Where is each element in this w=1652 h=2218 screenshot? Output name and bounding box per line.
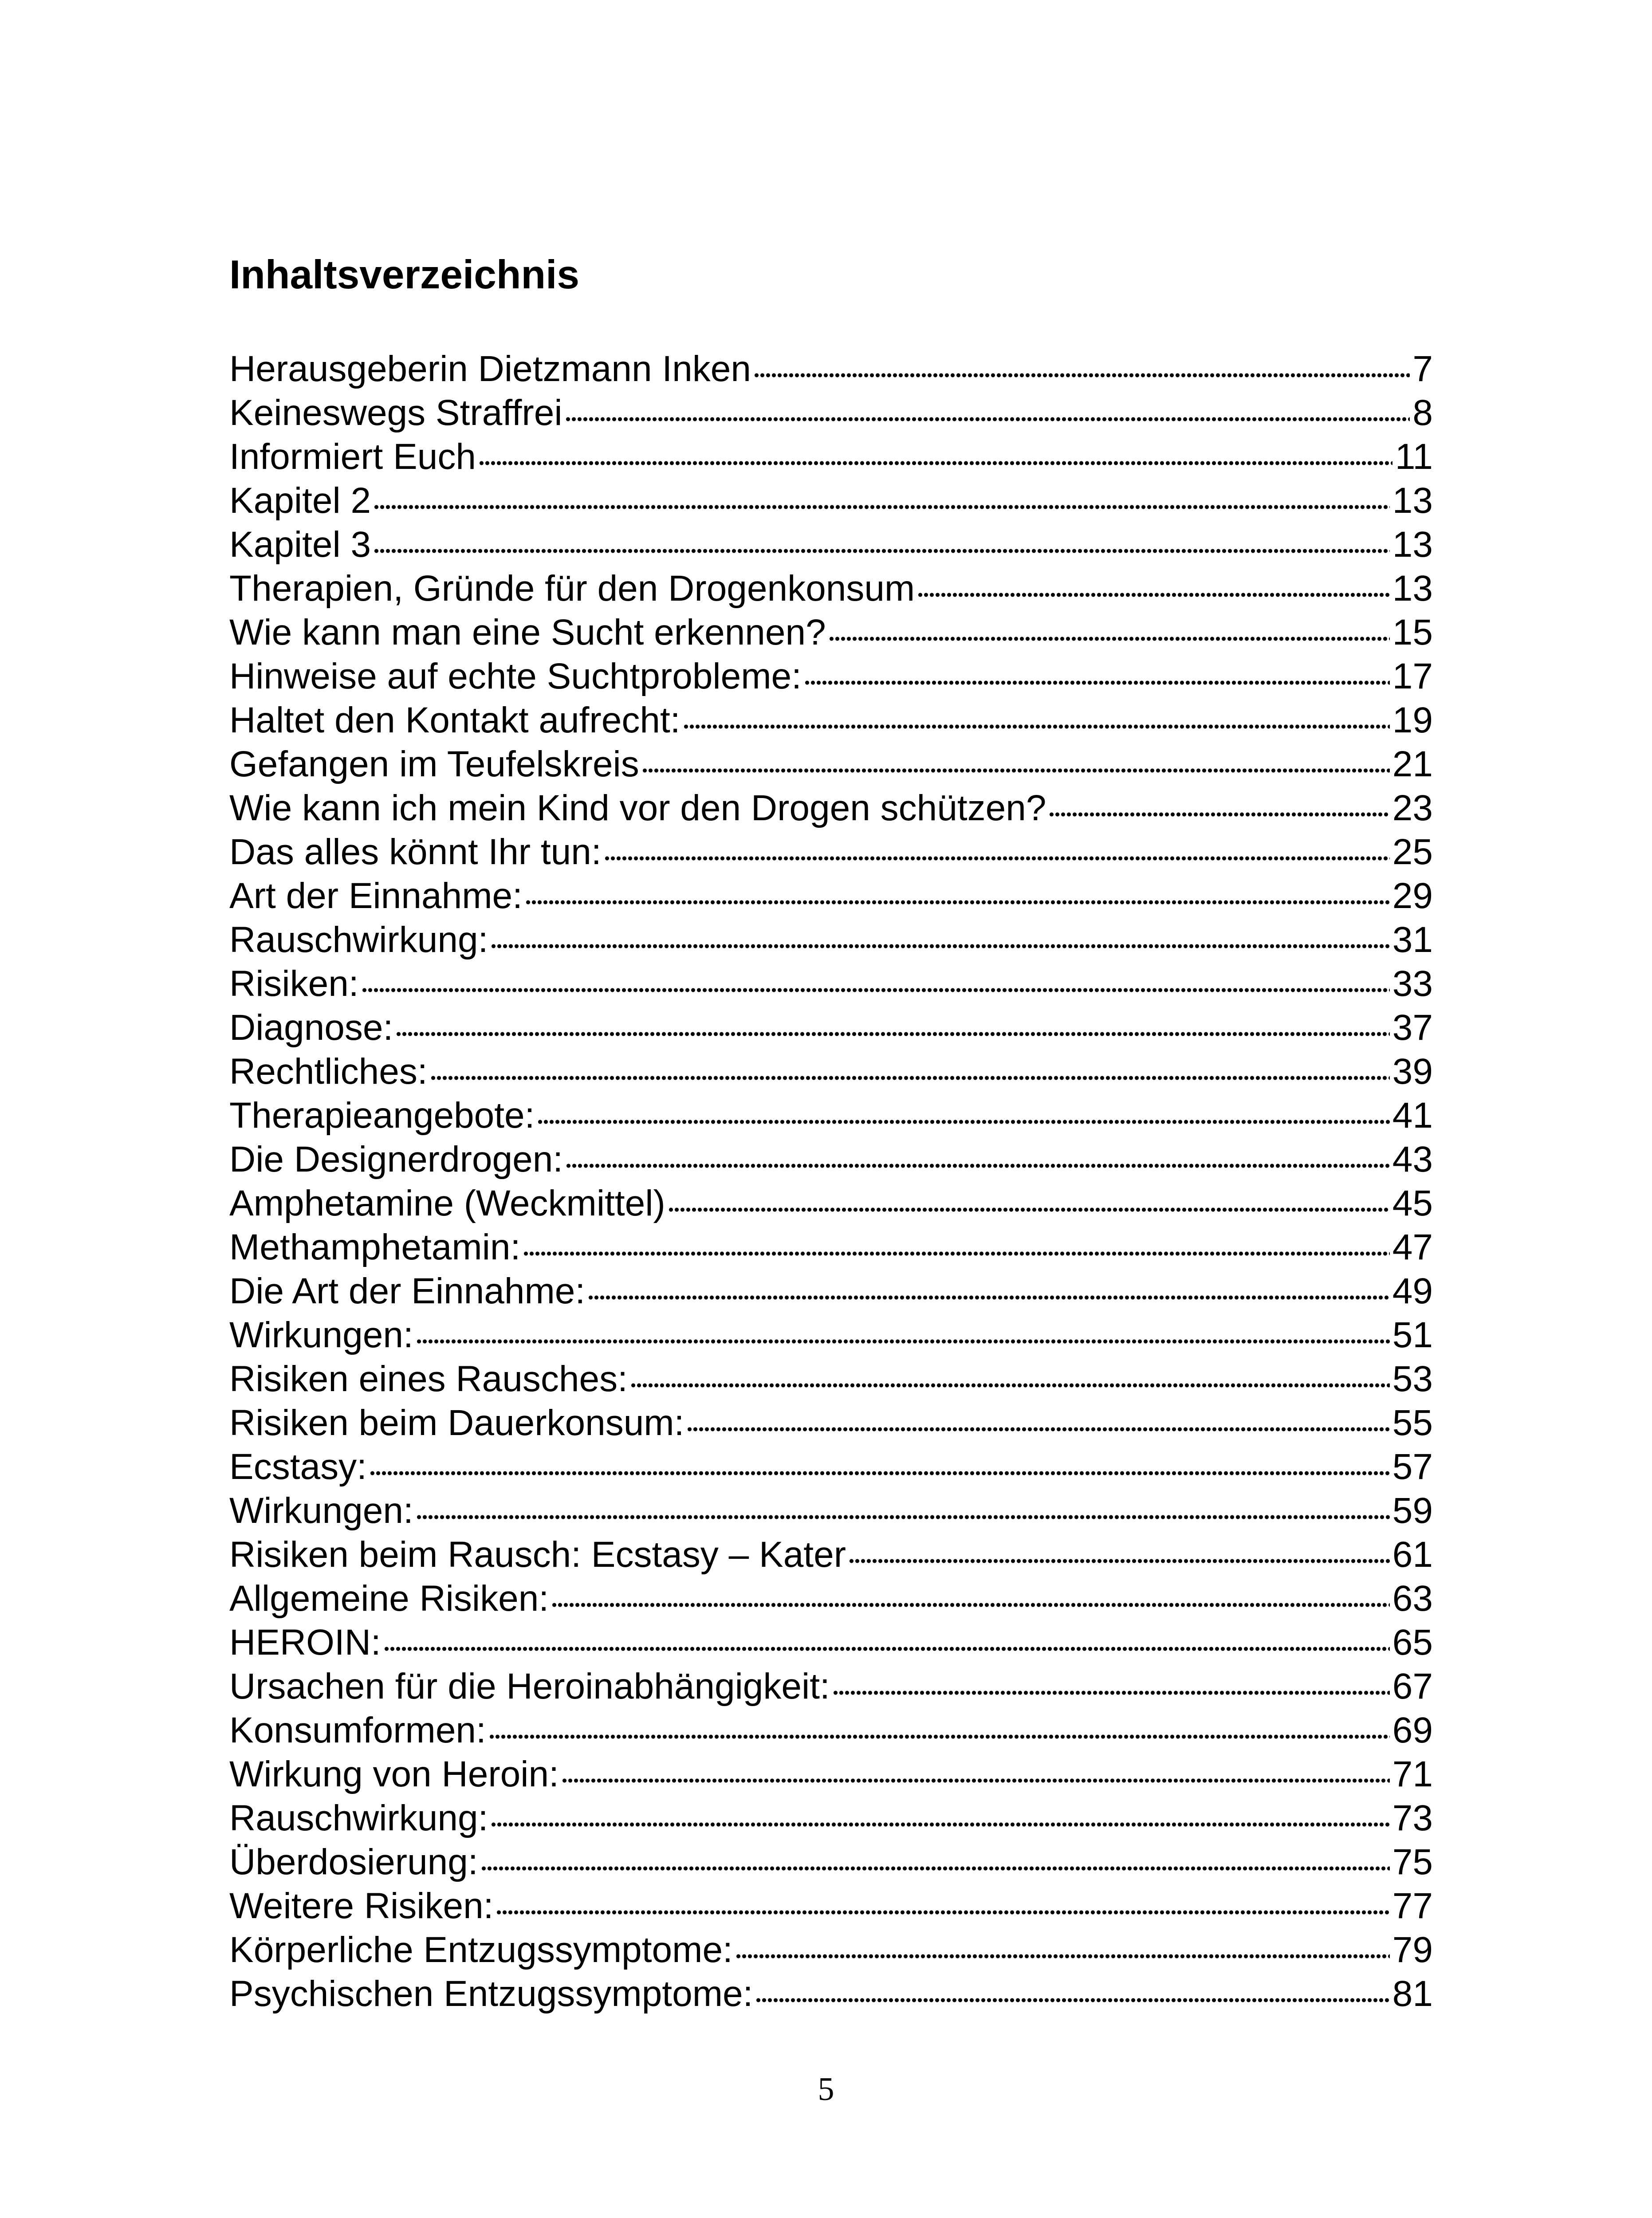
toc-dot-leader [755,1997,1389,2003]
toc-dot-leader [804,680,1390,686]
toc-entry [229,1006,1433,1050]
toc-entry [229,1357,1433,1401]
toc-entry-page-number: 57 [1392,1447,1433,1487]
toc-dot-leader [481,1865,1390,1872]
toc-entry-page-number: 11 [1395,437,1433,477]
toc-entry-page-number: 21 [1392,744,1433,784]
toc-entry-page-number: 47 [1392,1227,1433,1267]
toc-entry-page-number: 31 [1392,920,1433,960]
toc-dot-leader [551,1602,1390,1608]
toc-entry [229,1401,1433,1445]
toc-entry [229,786,1433,830]
toc-entry [229,1620,1433,1664]
toc-entry [229,1533,1433,1577]
toc-dot-leader [384,1646,1390,1652]
toc-entry-page-number: 45 [1392,1183,1433,1223]
toc-entry-page-number: 13 [1392,524,1433,565]
toc-entry [229,1137,1433,1181]
toc-entry [229,1489,1433,1533]
toc-entry-title: Wirkungen: [229,1315,413,1355]
toc-entry-title: Art der Einnahme: [229,876,523,916]
toc-entry [229,1093,1433,1137]
toc-entry-title: Risiken beim Rausch: Ecstasy – Kater [229,1534,846,1575]
toc-entry [229,830,1433,874]
toc-entry-title: Therapieangebote: [229,1095,535,1136]
toc-list [229,347,1433,2016]
toc-dot-leader [416,1514,1390,1520]
toc-entry-page-number: 7 [1412,349,1433,389]
toc-entry-title: Rauschwirkung: [229,920,488,960]
toc-entry [229,1445,1433,1489]
toc-entry-page-number: 65 [1392,1622,1433,1663]
toc-entry [229,698,1433,742]
toc-dot-leader [362,987,1390,993]
toc-entry-title: Wie kann ich mein Kind vor den Drogen schützen? [229,788,1046,828]
toc-entry-title: Gefangen im Teufelskreis [229,744,639,784]
toc-entry-page-number: 15 [1392,612,1433,653]
toc-entry [229,1577,1433,1620]
toc-entry-title: Konsumformen: [229,1710,486,1750]
toc-entry-title: Diagnose: [229,1007,393,1048]
toc-entry-title: Herausgeberin Dietzmann Inken [229,349,751,389]
toc-entry [229,918,1433,962]
toc-entry-title: Informiert Euch [229,437,476,477]
toc-entry-page-number: 67 [1392,1666,1433,1707]
toc-dot-leader [849,1558,1390,1564]
toc-entry [229,610,1433,654]
toc-entry [229,479,1433,523]
toc-dot-leader [430,1075,1390,1081]
toc-entry-title: HEROIN: [229,1622,381,1663]
toc-dot-leader [630,1382,1390,1388]
toc-entry [229,566,1433,610]
toc-entry-title: Kapitel 2 [229,480,371,521]
toc-entry-page-number: 79 [1392,1930,1433,1970]
toc-entry [229,654,1433,698]
toc-dot-leader [525,899,1390,905]
toc-dot-leader [562,1778,1390,1784]
toc-entry-title: Risiken eines Rausches: [229,1359,628,1399]
toc-entry-title: Allgemeine Risiken: [229,1578,549,1619]
toc-dot-leader [523,1251,1389,1257]
toc-entry [229,962,1433,1006]
toc-entry-title: Amphetamine (Weckmittel) [229,1183,665,1223]
toc-entry-page-number: 41 [1392,1095,1433,1136]
toc-entry-page-number: 59 [1392,1490,1433,1531]
toc-entry-title: Ursachen für die Heroinabhängigkeit: [229,1666,830,1707]
toc-entry-title: Die Designerdrogen: [229,1139,563,1180]
toc-entry-title: Risiken beim Dauerkonsum: [229,1403,684,1443]
toc-entry [229,1928,1433,1972]
toc-entry-page-number: 37 [1392,1007,1433,1048]
toc-entry [229,391,1433,435]
toc-dot-leader [683,724,1390,730]
toc-dot-leader [565,416,1410,422]
toc-entry-page-number: 71 [1392,1754,1433,1794]
toc-dot-leader [489,1734,1390,1740]
toc-entry-page-number: 63 [1392,1578,1433,1619]
toc-entry [229,1972,1433,2016]
toc-entry-title: Psychischen Entzugssymptome: [229,1974,753,2014]
toc-entry [229,1840,1433,1884]
toc-entry-title: Kapitel 3 [229,524,371,565]
toc-entry [229,1664,1433,1708]
toc-dot-leader [642,767,1390,774]
toc-entry-page-number: 25 [1392,832,1433,872]
toc-entry-title: Überdosierung: [229,1842,478,1882]
toc-entry-title: Rauschwirkung: [229,1798,488,1838]
toc-entry-title: Wirkung von Heroin: [229,1754,559,1794]
toc-entry [229,1313,1433,1357]
toc-entry-title: Therapien, Gründe für den Drogenkonsum [229,568,915,609]
toc-entry-page-number: 61 [1392,1534,1433,1575]
toc-entry-page-number: 13 [1392,480,1433,521]
toc-entry-page-number: 69 [1392,1710,1433,1750]
toc-entry-page-number: 53 [1392,1359,1433,1399]
toc-entry-page-number: 73 [1392,1798,1433,1838]
toc-entry-page-number: 43 [1392,1139,1433,1180]
toc-entry [229,1225,1433,1269]
toc-heading: Inhaltsverzeichnis [229,252,579,297]
page-number: 5 [818,2071,834,2108]
toc-dot-leader [604,855,1390,861]
toc-dot-leader [496,1909,1389,1915]
toc-entry-page-number: 8 [1412,393,1433,433]
toc-dot-leader [736,1953,1390,1959]
toc-entry [229,1708,1433,1752]
toc-dot-leader [1049,811,1389,818]
toc-entry [229,1050,1433,1093]
toc-dot-leader [687,1426,1389,1432]
toc-dot-leader [416,1338,1390,1345]
toc-entry-title: Keineswegs Straffrei [229,393,562,433]
toc-entry [229,874,1433,918]
toc-dot-leader [374,548,1390,554]
toc-entry [229,523,1433,566]
toc-dot-leader [566,1163,1390,1169]
toc-entry [229,1884,1433,1928]
toc-entry-page-number: 77 [1392,1886,1433,1926]
toc-entry-title: Das alles könnt Ihr tun: [229,832,602,872]
toc-entry-page-number: 81 [1392,1974,1433,2014]
toc-entry-title: Die Art der Einnahme: [229,1271,586,1311]
toc-entry [229,1796,1433,1840]
toc-entry-page-number: 33 [1392,963,1433,1004]
toc-entry-page-number: 55 [1392,1403,1433,1443]
toc-entry [229,1269,1433,1313]
toc-entry-title: Rechtliches: [229,1051,428,1092]
toc-dot-leader [754,372,1410,378]
toc-entry-page-number: 17 [1392,656,1433,696]
toc-entry [229,1181,1433,1225]
toc-dot-leader [668,1207,1390,1213]
toc-dot-leader [374,504,1390,510]
toc-entry-page-number: 49 [1392,1271,1433,1311]
toc-dot-leader [588,1294,1390,1301]
toc-dot-leader [491,943,1389,949]
toc-entry [229,1752,1433,1796]
toc-dot-leader [537,1119,1389,1125]
toc-entry-title: Körperliche Entzugssymptome: [229,1930,733,1970]
toc-entry-title: Ecstasy: [229,1447,367,1487]
toc-dot-leader [370,1470,1390,1476]
toc-entry-title: Haltet den Kontakt aufrecht: [229,700,680,740]
toc-dot-leader [491,1821,1389,1828]
toc-entry-title: Risiken: [229,963,359,1004]
toc-dot-leader [829,636,1390,642]
toc-entry-page-number: 19 [1392,700,1433,740]
toc-dot-leader [479,460,1392,466]
toc-dot-leader [917,592,1390,598]
toc-entry-title: Methamphetamin: [229,1227,521,1267]
toc-entry [229,347,1433,391]
toc-entry-title: Wie kann man eine Sucht erkennen? [229,612,826,653]
toc-entry-page-number: 75 [1392,1842,1433,1882]
toc-entry-page-number: 13 [1392,568,1433,609]
toc-entry-title: Wirkungen: [229,1490,413,1531]
toc-entry-page-number: 29 [1392,876,1433,916]
toc-entry-page-number: 51 [1392,1315,1433,1355]
toc-entry-title: Hinweise auf echte Suchtprobleme: [229,656,802,696]
toc-entry-title: Weitere Risiken: [229,1886,494,1926]
toc-entry-page-number: 39 [1392,1051,1433,1092]
toc-entry [229,742,1433,786]
toc-entry-page-number: 23 [1392,788,1433,828]
toc-entry [229,435,1433,479]
toc-dot-leader [396,1031,1390,1037]
toc-dot-leader [833,1690,1390,1696]
